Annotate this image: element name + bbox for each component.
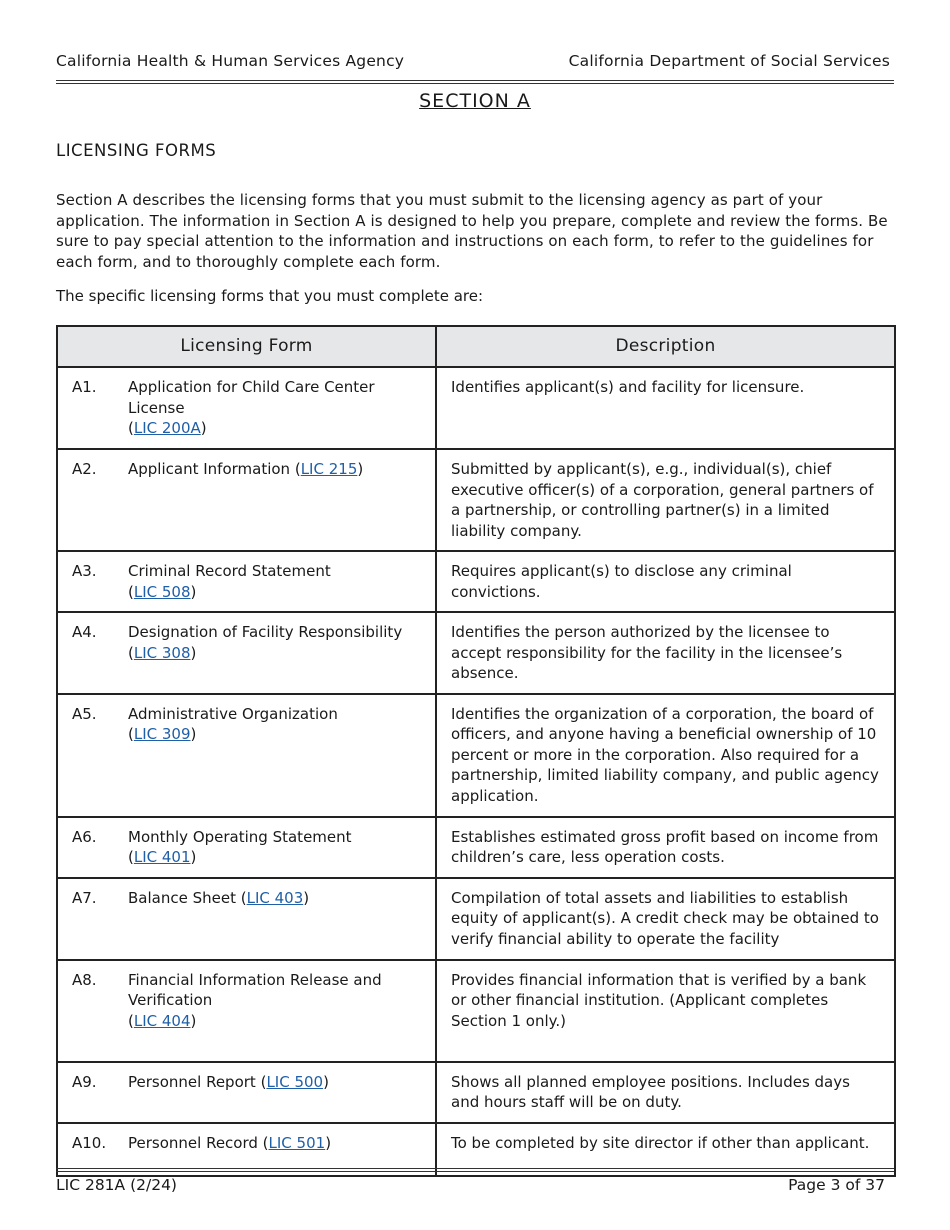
column-header-description: Description: [436, 326, 895, 367]
form-link-wrap: (LIC 309): [128, 725, 197, 743]
table-header-row: [57, 326, 895, 367]
form-description: Provides financial information that is verified by a bank or other financial institution. (Applicant completes Section 1 only.): [436, 960, 895, 1062]
form-cell: [57, 1062, 436, 1123]
table-row: [57, 449, 895, 551]
form-title: [128, 888, 423, 909]
form-title: [128, 377, 423, 439]
form-link[interactable]: LIC 401: [133, 848, 191, 866]
form-link-wrap: (LIC 508): [128, 582, 197, 601]
form-code: A9.: [72, 1072, 97, 1091]
form-cell: [57, 551, 436, 612]
form-link-wrap: (LIC 215): [290, 460, 364, 478]
table-row: [57, 960, 895, 1062]
page-header: [56, 52, 890, 70]
form-cell: [57, 694, 436, 817]
form-link[interactable]: LIC 501: [268, 1133, 326, 1152]
form-description: Identifies the person authorized by the licensee to accept responsibility for the facility in the licensee’s absence.: [436, 612, 895, 694]
form-number: LIC 281A (2/24): [56, 1176, 177, 1194]
header-department: California Department of Social Services: [568, 52, 890, 70]
page-footer: [56, 1176, 885, 1194]
form-link[interactable]: LIC 403: [246, 888, 304, 907]
form-link[interactable]: LIC 500: [266, 1072, 324, 1091]
form-code: A5.: [72, 704, 97, 723]
page-number: Page 3 of 37: [788, 1176, 885, 1194]
form-link-wrap: (LIC 308): [128, 643, 197, 662]
form-link[interactable]: LIC 308: [133, 643, 191, 662]
table-row: [57, 1062, 895, 1123]
form-description: To be completed by site director if other than applicant.: [436, 1123, 895, 1176]
form-code: A1.: [72, 378, 97, 396]
form-title: [128, 1072, 423, 1093]
form-title: [128, 561, 423, 602]
form-description: Shows all planned employee positions. Includes days and hours staff will be on duty.: [436, 1062, 895, 1123]
table-row: [57, 367, 895, 449]
column-header-form: Licensing Form: [57, 326, 436, 367]
header-agency: California Health & Human Services Agency: [56, 52, 405, 70]
form-description: Establishes estimated gross profit based on income from children’s care, less operation costs.: [436, 817, 895, 878]
form-code: A8.: [72, 970, 97, 989]
form-title: [128, 827, 423, 868]
form-name: Criminal Record Statement: [128, 562, 331, 580]
licensing-forms-table: [56, 325, 896, 1177]
lead-sentence: The specific licensing forms that you must complete are:: [56, 287, 484, 305]
form-link-wrap: (LIC 501): [257, 1133, 332, 1152]
intro-paragraph: Section A describes the licensing forms that you must submit to the licensing agency as part of your application. The information in Section A is designed to help you prepare, complete and review the forms. Be sure to pay special attention to the information and instructions on each form, to refer to the guidelines for each form, and to thoroughly complete each form.: [56, 191, 888, 271]
table-row: [57, 694, 895, 817]
form-link-wrap: (LIC 200A): [128, 419, 207, 437]
table-row: [57, 612, 895, 694]
form-name: Administrative Organization: [128, 704, 338, 723]
form-cell: [57, 960, 436, 1062]
form-link[interactable]: LIC 200A: [133, 419, 201, 437]
form-link-wrap: (LIC 403): [235, 888, 310, 907]
form-title: [128, 459, 423, 480]
form-cell: [57, 878, 436, 960]
footer-rule-double: [56, 1171, 894, 1172]
form-description: Identifies the organization of a corporation, the board of officers, and anyone having a beneficial ownership of 10 percent or more in the corporation. Also required for a partnership, limited liability company, and public agency application.: [436, 694, 895, 817]
form-code: A3.: [72, 562, 97, 580]
form-cell: [57, 817, 436, 878]
section-subheading: LICENSING FORMS: [56, 141, 217, 160]
form-description: Requires applicant(s) to disclose any criminal convictions.: [436, 551, 895, 612]
form-link[interactable]: LIC 508: [133, 582, 191, 601]
header-rule-double: [56, 83, 894, 84]
form-code: A10.: [72, 1133, 107, 1152]
form-link-wrap: (LIC 401): [128, 848, 197, 866]
table-row: [57, 817, 895, 878]
form-link[interactable]: LIC 404: [133, 1011, 191, 1030]
form-description: Compilation of total assets and liabilities to establish equity of applicant(s). A credit check may be obtained to verify financial ability to operate the facility: [436, 878, 895, 960]
form-name: Monthly Operating Statement: [128, 827, 352, 846]
form-description: Submitted by applicant(s), e.g., individual(s), chief executive officer(s) of a corporation, general partners of a partnership, or controlling partner(s) in a limited liability company.: [436, 449, 895, 551]
form-link-wrap: (LIC 404): [128, 1011, 197, 1030]
footer-rule: [56, 1168, 894, 1169]
form-title: [128, 1133, 423, 1154]
table-row: [57, 551, 895, 612]
form-link-wrap: (LIC 500): [255, 1072, 329, 1091]
section-title: SECTION A: [419, 90, 531, 112]
form-name: Personnel Record: [128, 1133, 258, 1152]
form-name: Balance Sheet: [128, 888, 236, 907]
form-code: A4.: [72, 623, 97, 641]
form-link[interactable]: LIC 309: [133, 725, 191, 743]
form-description: Identifies applicant(s) and facility for licensure.: [436, 367, 895, 449]
form-name: Personnel Report: [128, 1072, 256, 1091]
form-name: Application for Child Care Center License: [128, 378, 375, 417]
form-cell: [57, 449, 436, 551]
form-name: Financial Information Release and Verification: [128, 970, 382, 1009]
form-title: [128, 704, 423, 745]
table-row: [57, 878, 895, 960]
form-link[interactable]: LIC 215: [300, 460, 358, 478]
form-name: Applicant Information: [128, 460, 291, 478]
form-name: Designation of Facility Responsibility: [128, 623, 403, 641]
form-code: A2.: [72, 460, 97, 478]
form-code: A7.: [72, 888, 97, 907]
form-title: [128, 622, 423, 663]
header-rule: [56, 80, 894, 81]
form-cell: [57, 612, 436, 694]
form-code: A6.: [72, 827, 97, 846]
form-cell: [57, 367, 436, 449]
form-title: [128, 970, 423, 1032]
